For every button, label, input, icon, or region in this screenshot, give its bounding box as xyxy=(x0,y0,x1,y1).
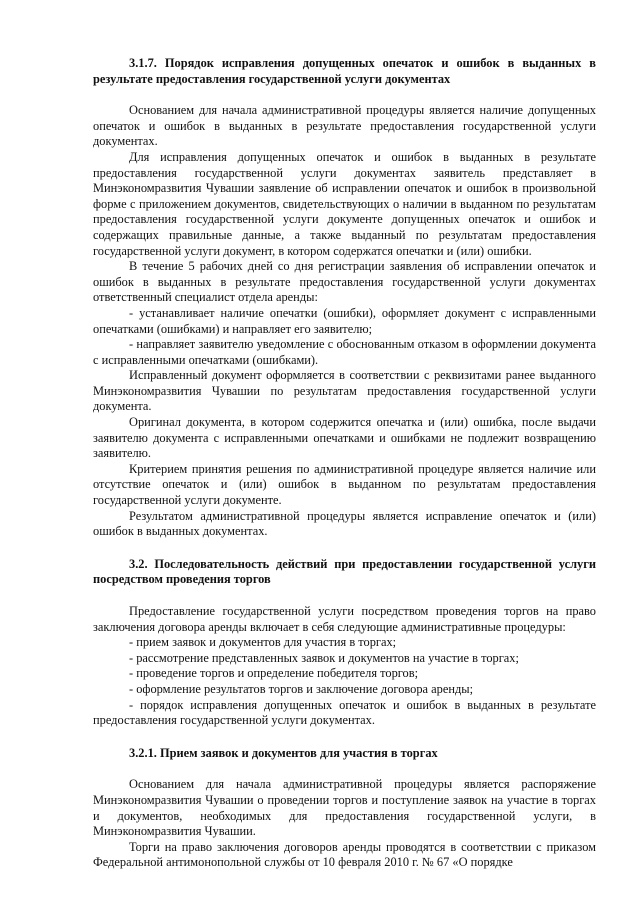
document-page xyxy=(93,56,596,871)
spacer xyxy=(93,87,596,103)
paragraph: Предоставление государственной услуги посредством проведения торгов на право заключения договора аренды включает в себя следующие административные процедуры: xyxy=(93,604,596,634)
paragraph: Основанием для начала административной процедуры является распоряжение Минэкономразвития Чувашии о проведении торгов и поступление заявок на участие в торгах и документов, необходимых для предоставления государственной услуги, в Минэкономразвития Чувашии. xyxy=(93,777,596,839)
spacer xyxy=(93,729,596,746)
list-item: - оформление результатов торгов и заключение договора аренды; xyxy=(129,681,474,696)
paragraph: Исправленный документ оформляется в соответствии с реквизитами ранее выданного Минэкономразвития Чувашии по результатам предоставления государственной услуги документа. xyxy=(93,368,596,414)
list-item: - рассмотрение представленных заявок и документов на участие в торгах; xyxy=(129,650,519,665)
paragraph: Оригинал документа, в котором содержится опечатка и (или) ошибка, после выдачи заявителю документа с исправленными опечатками и ошибками не подлежит возвращению заявителю. xyxy=(93,415,596,461)
section-heading-3-2-1: 3.2.1. Прием заявок и документов для участия в торгах xyxy=(129,745,438,760)
paragraph: Торги на право заключения договоров аренды проводятся в соответствии с приказом Федеральной антимонопольной службы от 10 февраля 2010 г. № 67 «О порядке xyxy=(93,839,596,870)
spacer xyxy=(93,588,596,604)
list-item: - направляет заявителю уведомление с обоснованным отказом в оформлении документа с исправленными опечатками (ошибками). xyxy=(93,337,596,367)
list-item: - проведение торгов и определение победителя торгов; xyxy=(129,666,419,681)
list-item: - устанавливает наличие опечатки (ошибки), оформляет документ с исправленными опечатками (ошибками) и направляет его заявителю; xyxy=(93,305,596,336)
list-item: - порядок исправления допущенных опечаток и ошибок в выданных в результате предоставления государственной услуги документах. xyxy=(93,697,596,728)
list-item: - прием заявок и документов для участия в торгах; xyxy=(129,635,397,650)
paragraph: В течение 5 рабочих дней со дня регистрации заявления об исправлении опечаток и ошибок в выданных в результате предоставления государственной услуги документах ответственный специалист отдела аренды: xyxy=(93,259,596,305)
section-heading-3-2: 3.2. Последовательность действий при предоставлении государственной услуги посредством проведения торгов xyxy=(93,556,596,587)
spacer xyxy=(93,761,596,777)
section-heading-3-1-7: 3.1.7. Порядок исправления допущенных опечаток и ошибок в выданных в результате предоставления государственной услуги документах xyxy=(93,56,596,86)
paragraph: Критерием принятия решения по административной процедуре является наличие или отсутствие опечаток и (или) ошибок в выданном по результатам предоставления государственной услуги документе. xyxy=(93,461,596,508)
paragraph: Для исправления допущенных опечаток и ошибок в выданных в результате предоставления государственной услуги документах заявитель представляет в Минэкономразвития Чувашии заявление об исправлении опечаток и ошибок в произвольной форме с приложением документов, свидетельствующих о наличии в выданном по результатам предоставления государственной услуги документе допущенных опечаток и ошибок и содержащих правильные данные, а также выданный по результатам предоставления государственной услуги документ, в котором содержатся опечатки и (или) ошибки. xyxy=(93,149,596,258)
paragraph: Результатом административной процедуры является исправление опечаток и (или) ошибок в выданных документах. xyxy=(93,508,596,539)
paragraph: Основанием для начала административной процедуры является наличие допущенных опечаток и ошибок в выданных в результате предоставления государственной услуги документах. xyxy=(93,103,596,149)
spacer xyxy=(93,540,596,557)
